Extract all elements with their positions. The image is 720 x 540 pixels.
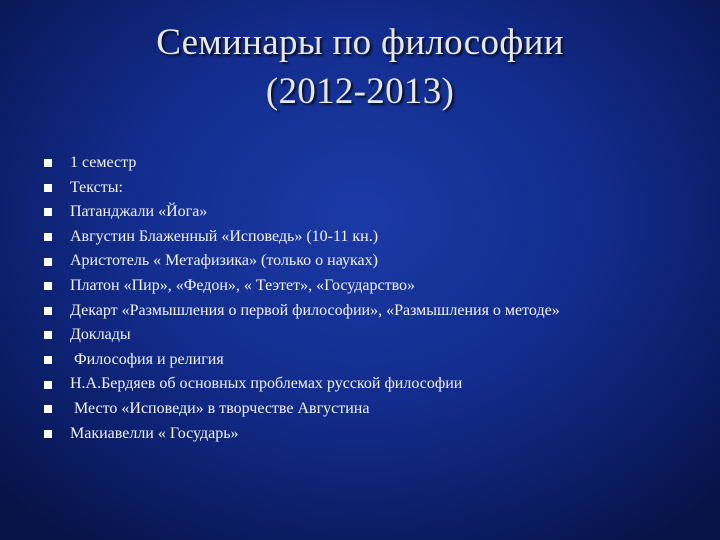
list-item-text: Макиавелли « Государь» <box>70 424 239 442</box>
list-item-text: Место «Исповеди» в творчестве Августина <box>70 399 370 417</box>
square-bullet-icon <box>44 430 52 438</box>
list-item <box>44 372 704 397</box>
slide-title-line-1: Семинары по философии <box>156 22 564 63</box>
list-item <box>44 151 704 176</box>
slide-title <box>0 18 720 116</box>
list-item-text: Патанджали «Йога» <box>70 203 208 221</box>
list-item <box>44 422 704 447</box>
list-item-text: Августин Блаженный «Исповедь» (10-11 кн.) <box>70 227 379 245</box>
list-item <box>44 176 704 201</box>
list-item-text: 1 семестр <box>70 154 137 171</box>
list-item <box>44 299 704 324</box>
list-item-text: Н.А.Бердяев об основных проблемах русской философии <box>70 375 463 393</box>
list-item <box>44 249 704 274</box>
square-bullet-icon <box>44 331 52 339</box>
list-item <box>44 225 704 250</box>
list-item-text: Философия и религия <box>70 350 224 368</box>
square-bullet-icon <box>44 356 52 364</box>
square-bullet-icon <box>44 258 52 266</box>
square-bullet-icon <box>44 381 52 389</box>
square-bullet-icon <box>44 405 52 413</box>
list-item-text: Платон «Пир», «Федон», « Теэтет», «Государство» <box>70 276 416 294</box>
square-bullet-icon <box>44 159 52 167</box>
list-item <box>44 200 704 225</box>
square-bullet-icon <box>44 184 52 192</box>
list-item-text: Доклады <box>70 326 131 344</box>
list-item <box>44 274 704 299</box>
slide-title-line-2: (2012-2013) <box>265 71 455 112</box>
list-item <box>44 397 704 422</box>
list-item <box>44 348 704 373</box>
square-bullet-icon <box>44 282 52 290</box>
list-item-text: Тексты: <box>70 178 123 196</box>
square-bullet-icon <box>44 233 52 241</box>
square-bullet-icon <box>44 307 52 315</box>
list-item-text: Аристотель « Метафизика» (только о науках) <box>70 252 378 270</box>
square-bullet-icon <box>44 208 52 216</box>
list-item <box>44 323 704 348</box>
list-item-text: Декарт «Размышления о первой философии», «Размышления о методе» <box>70 301 560 319</box>
bullet-list <box>44 151 704 446</box>
